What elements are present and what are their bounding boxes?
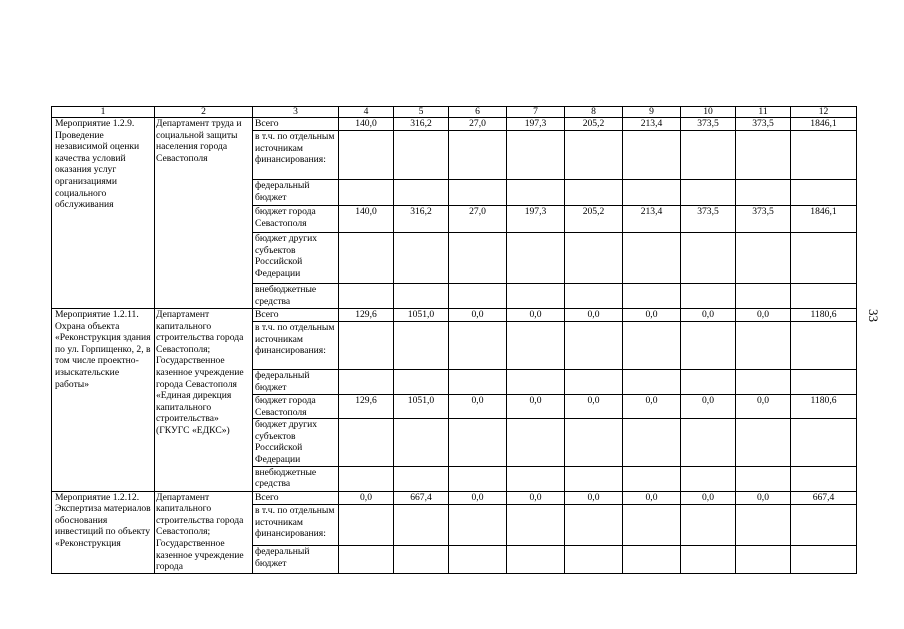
amount-cell [791, 546, 857, 573]
amount-cell [339, 419, 394, 466]
page-number: 33 [866, 309, 881, 322]
funding-source-cell: в т.ч. по отдельным источникам финансирования: [253, 322, 339, 370]
amount-cell [394, 505, 449, 546]
amount-cell [681, 131, 736, 180]
amount-cell [565, 370, 623, 395]
amount-cell [623, 322, 681, 370]
measure-cell [52, 309, 155, 492]
amount-cell [565, 131, 623, 180]
amount-cell [681, 419, 736, 466]
measure-title: Мероприятие 1.2.12. [55, 491, 140, 503]
amount-cell [394, 233, 449, 284]
amount-cell: 373,5 [681, 118, 736, 131]
amount-cell [681, 505, 736, 546]
amount-cell [681, 546, 736, 573]
amount-cell [507, 233, 565, 284]
header-cell: 2 [155, 107, 253, 118]
amount-cell: 129,6 [339, 395, 394, 419]
amount-cell [623, 546, 681, 573]
funding-source-cell: внебюджетные средства [253, 466, 339, 491]
amount-cell: 1846,1 [791, 118, 857, 131]
amount-cell [449, 466, 507, 491]
amount-cell: 0,0 [565, 395, 623, 419]
amount-cell [623, 284, 681, 309]
amount-cell [791, 370, 857, 395]
amount-cell [507, 131, 565, 180]
measure-title: Мероприятие 1.2.11. Охрана объекта «Реконструкция здания по ул. Горпищенко, 2, в том числе проектно-изыскательские работы» [55, 309, 151, 390]
amount-cell [339, 322, 394, 370]
amount-cell [791, 466, 857, 491]
department-cell: Департамент труда и социальной защиты населения города Севастополя [155, 118, 253, 309]
amount-cell [565, 505, 623, 546]
funding-source-cell: Всего [253, 491, 339, 505]
amount-cell [791, 131, 857, 180]
amount-cell: 0,0 [623, 309, 681, 322]
header-cell: 11 [736, 107, 791, 118]
amount-cell [565, 233, 623, 284]
header-cell: 8 [565, 107, 623, 118]
amount-cell [623, 466, 681, 491]
funding-source-cell: бюджет других субъектов Российской Федерации [253, 233, 339, 284]
amount-cell [507, 466, 565, 491]
amount-cell: 0,0 [449, 395, 507, 419]
amount-cell [736, 505, 791, 546]
amount-cell: 0,0 [681, 491, 736, 505]
amount-cell [791, 180, 857, 206]
amount-cell: 0,0 [449, 491, 507, 505]
amount-cell [736, 370, 791, 395]
amount-cell [339, 233, 394, 284]
amount-cell: 205,2 [565, 206, 623, 233]
amount-cell: 1051,0 [394, 395, 449, 419]
amount-cell: 373,5 [736, 206, 791, 233]
amount-cell: 0,0 [507, 309, 565, 322]
amount-cell [339, 505, 394, 546]
amount-cell [565, 284, 623, 309]
funding-source-cell: в т.ч. по отдельным источникам финансирования: [253, 505, 339, 546]
amount-cell: 373,5 [681, 206, 736, 233]
amount-cell [394, 131, 449, 180]
amount-cell: 140,0 [339, 206, 394, 233]
funding-source-cell: в т.ч. по отдельным источникам финансирования: [253, 131, 339, 180]
measure-title: Мероприятие 1.2.9. [55, 118, 135, 129]
amount-cell [507, 505, 565, 546]
amount-cell [791, 284, 857, 309]
funding-source-cell: федеральный бюджет [253, 546, 339, 573]
funding-source-cell: бюджет других субъектов Российской Федерации [253, 419, 339, 466]
amount-cell: 0,0 [623, 491, 681, 505]
amount-cell: 0,0 [736, 491, 791, 505]
measure-description: Экспертиза материалов обоснования инвестиций по объекту «Реконструкция [55, 503, 151, 549]
amount-cell [681, 370, 736, 395]
amount-cell [681, 322, 736, 370]
amount-cell [507, 370, 565, 395]
amount-cell [736, 233, 791, 284]
amount-cell [507, 419, 565, 466]
amount-cell [736, 466, 791, 491]
amount-cell [623, 370, 681, 395]
amount-cell [449, 322, 507, 370]
amount-cell [339, 370, 394, 395]
amount-cell [791, 233, 857, 284]
table-row [52, 309, 857, 322]
amount-cell [339, 180, 394, 206]
amount-cell [339, 131, 394, 180]
header-cell: 1 [52, 107, 155, 118]
amount-cell [449, 419, 507, 466]
amount-cell [791, 505, 857, 546]
amount-cell [565, 419, 623, 466]
header-cell: 5 [394, 107, 449, 118]
header-cell: 6 [449, 107, 507, 118]
amount-cell [394, 322, 449, 370]
amount-cell [449, 505, 507, 546]
amount-cell [507, 284, 565, 309]
funding-source-cell: Всего [253, 309, 339, 322]
amount-cell: 1180,6 [791, 309, 857, 322]
amount-cell [449, 284, 507, 309]
amount-cell: 0,0 [681, 309, 736, 322]
measure-cell [52, 118, 155, 309]
amount-cell: 373,5 [736, 118, 791, 131]
amount-cell: 0,0 [507, 491, 565, 505]
amount-cell [736, 284, 791, 309]
amount-cell: 213,4 [623, 118, 681, 131]
amount-cell: 197,3 [507, 118, 565, 131]
amount-cell [681, 180, 736, 206]
amount-cell [449, 180, 507, 206]
amount-cell [736, 131, 791, 180]
amount-cell [565, 180, 623, 206]
header-cell: 9 [623, 107, 681, 118]
header-cell: 7 [507, 107, 565, 118]
amount-cell [623, 131, 681, 180]
amount-cell [394, 419, 449, 466]
header-cell: 12 [791, 107, 857, 118]
amount-cell [507, 546, 565, 573]
amount-cell [394, 370, 449, 395]
funding-source-cell: федеральный бюджет [253, 180, 339, 206]
department-cell: Департамент капитального строительства города Севастополя; Государственное казенное учреждение города Севастополя «Единая дирекция капитального строительства» (ГКУГС «ЕДКС») [155, 309, 253, 492]
funding-source-cell: бюджет города Севастополя [253, 395, 339, 419]
amount-cell [681, 466, 736, 491]
amount-cell: 0,0 [736, 395, 791, 419]
header-cell: 10 [681, 107, 736, 118]
measure-description: Проведение независимой оценки качества условий оказания услуг организациями социального обслуживания [55, 129, 140, 211]
funding-source-cell: Всего [253, 118, 339, 131]
measure-cell [52, 491, 155, 573]
header-row [52, 107, 857, 118]
amount-cell [623, 505, 681, 546]
amount-cell: 1051,0 [394, 309, 449, 322]
amount-cell: 316,2 [394, 118, 449, 131]
amount-cell [507, 180, 565, 206]
table-row [52, 118, 857, 131]
department-cell: Департамент капитального строительства города Севастополя; Государственное казенное учреждение города [155, 491, 253, 573]
amount-cell: 27,0 [449, 118, 507, 131]
funding-source-cell: федеральный бюджет [253, 370, 339, 395]
amount-cell: 27,0 [449, 206, 507, 233]
amount-cell [623, 419, 681, 466]
amount-cell [449, 131, 507, 180]
amount-cell: 0,0 [339, 491, 394, 505]
amount-cell: 197,3 [507, 206, 565, 233]
amount-cell [623, 180, 681, 206]
amount-cell [681, 284, 736, 309]
amount-cell [394, 284, 449, 309]
funding-source-cell: внебюджетные средства [253, 284, 339, 309]
amount-cell: 205,2 [565, 118, 623, 131]
amount-cell: 667,4 [791, 491, 857, 505]
budget-table [51, 106, 857, 574]
amount-cell [339, 284, 394, 309]
header-cell: 3 [253, 107, 339, 118]
amount-cell: 667,4 [394, 491, 449, 505]
amount-cell [449, 370, 507, 395]
amount-cell [449, 546, 507, 573]
amount-cell: 213,4 [623, 206, 681, 233]
amount-cell: 0,0 [681, 395, 736, 419]
amount-cell [791, 419, 857, 466]
amount-cell: 1180,6 [791, 395, 857, 419]
amount-cell [339, 546, 394, 573]
amount-cell [565, 466, 623, 491]
amount-cell [623, 233, 681, 284]
amount-cell: 129,6 [339, 309, 394, 322]
amount-cell: 0,0 [736, 309, 791, 322]
amount-cell [736, 546, 791, 573]
amount-cell [565, 546, 623, 573]
amount-cell: 1846,1 [791, 206, 857, 233]
amount-cell [394, 466, 449, 491]
amount-cell [736, 322, 791, 370]
table-row [52, 491, 857, 505]
amount-cell [565, 322, 623, 370]
amount-cell: 0,0 [565, 491, 623, 505]
amount-cell: 0,0 [565, 309, 623, 322]
amount-cell: 140,0 [339, 118, 394, 131]
funding-source-cell: бюджет города Севастополя [253, 206, 339, 233]
amount-cell [339, 466, 394, 491]
header-cell: 4 [339, 107, 394, 118]
amount-cell [681, 233, 736, 284]
amount-cell [394, 180, 449, 206]
amount-cell [394, 546, 449, 573]
amount-cell: 0,0 [623, 395, 681, 419]
amount-cell: 0,0 [507, 395, 565, 419]
amount-cell: 316,2 [394, 206, 449, 233]
amount-cell [791, 322, 857, 370]
amount-cell [449, 233, 507, 284]
amount-cell [736, 419, 791, 466]
amount-cell [507, 322, 565, 370]
amount-cell: 0,0 [449, 309, 507, 322]
amount-cell [736, 180, 791, 206]
